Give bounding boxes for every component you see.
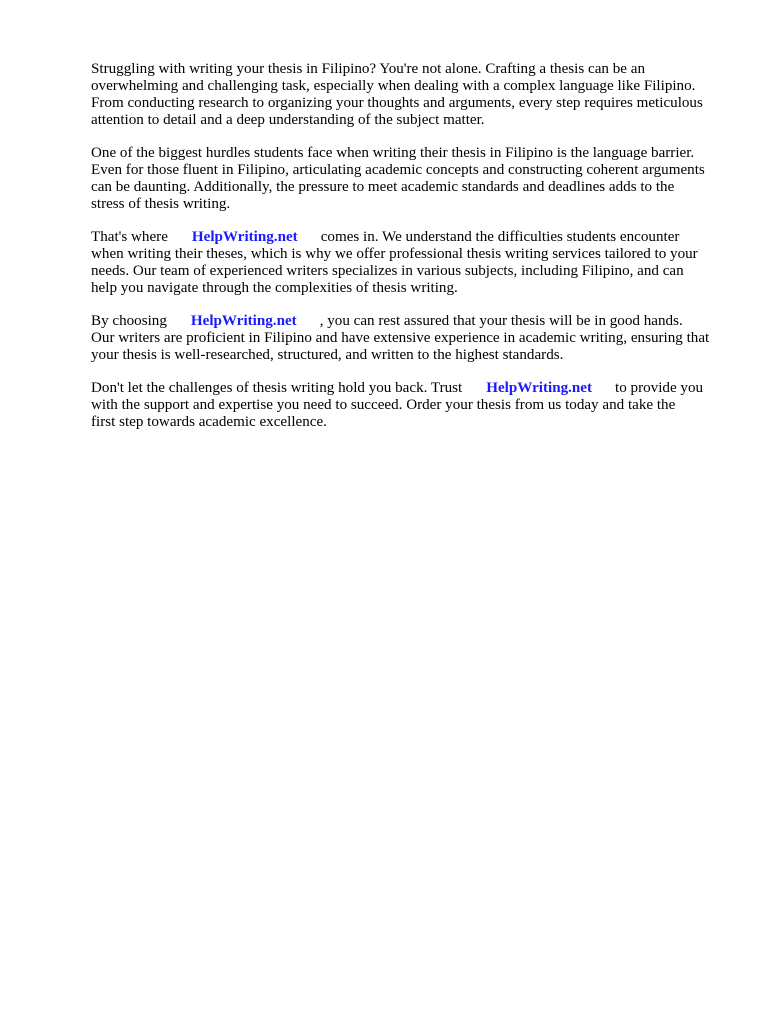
text-line: with the support and expertise you need to succeed. Order your thesis from us today and take the: [91, 397, 676, 413]
text-line: help you navigate through the complexities of thesis writing.: [91, 280, 458, 296]
text-segment: Don't let the challenges of thesis writing hold you back. Trust: [91, 380, 463, 396]
text-segment: to provide you: [615, 380, 704, 396]
text-line: when writing their theses, which is why we offer professional thesis writing services tailored to your: [91, 246, 698, 262]
text-line: stress of thesis writing.: [91, 196, 231, 212]
paragraph-intro: [91, 61, 731, 129]
text-line: needs. Our team of experienced writers specializes in various subjects, including Filipino, and can: [91, 263, 684, 279]
text-line: One of the biggest hurdles students face when writing their thesis in Filipino is the language barrier.: [91, 145, 695, 161]
text-line: Even for those fluent in Filipino, articulating academic concepts and constructing coherent arguments: [91, 162, 705, 178]
paragraph-choosing: [91, 313, 731, 364]
helpwriting-link[interactable]: HelpWriting.net: [190, 313, 297, 329]
text-line: [91, 380, 731, 397]
text-line: first step towards academic excellence.: [91, 414, 327, 430]
text-line: Struggling with writing your thesis in Filipino? You're not alone. Crafting a thesis can be an: [91, 61, 646, 77]
document-body: [91, 61, 731, 447]
text-line: Our writers are proficient in Filipino and have extensive experience in academic writing, ensuring that: [91, 330, 710, 346]
paragraph-closing: [91, 380, 731, 431]
helpwriting-link[interactable]: HelpWriting.net: [191, 229, 298, 245]
text-segment: By choosing: [91, 313, 167, 329]
helpwriting-link[interactable]: HelpWriting.net: [486, 380, 593, 396]
text-line: From conducting research to organizing your thoughts and arguments, every step requires meticulous: [91, 95, 703, 111]
text-segment: comes in. We understand the difficulties students encounter: [320, 229, 680, 245]
text-segment: That's where: [91, 229, 168, 245]
text-line: overwhelming and challenging task, especially when dealing with a complex language like Filipino.: [91, 78, 696, 94]
text-line: [91, 313, 731, 330]
text-segment: , you can rest assured that your thesis will be in good hands.: [319, 313, 683, 329]
paragraph-language-barrier: [91, 145, 731, 213]
paragraph-service-intro: [91, 229, 731, 297]
text-line: [91, 229, 731, 246]
text-line: attention to detail and a deep understanding of the subject matter.: [91, 112, 485, 128]
text-line: your thesis is well-researched, structured, and written to the highest standards.: [91, 347, 564, 363]
text-line: can be daunting. Additionally, the pressure to meet academic standards and deadlines adds to the: [91, 179, 675, 195]
